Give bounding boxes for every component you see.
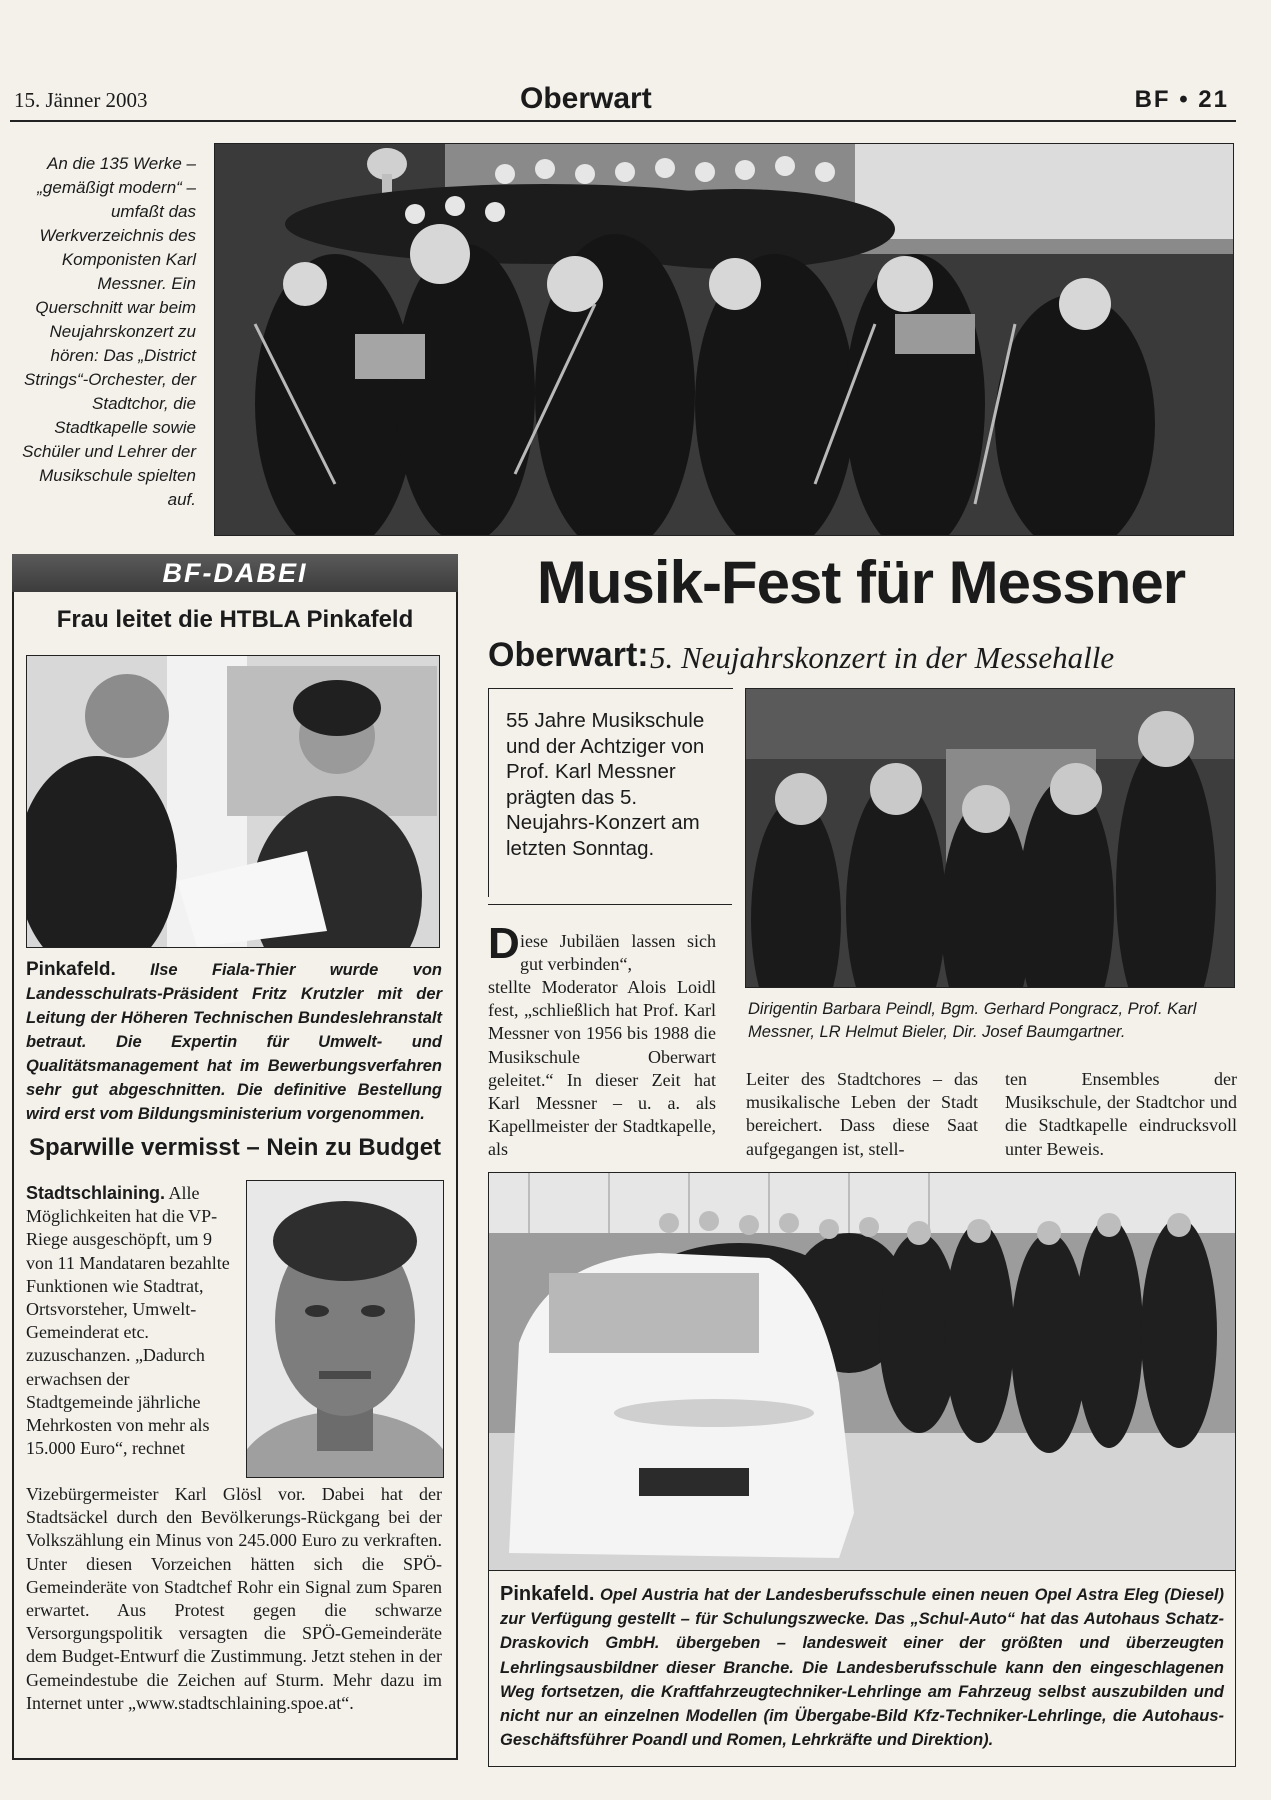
portrait-photo	[246, 1180, 444, 1478]
orchestra-caption: An die 135 Werke – „gemäßigt modern“ – umfaßt das Werkverzeichnis des Komponisten Karl Messner. Ein Querschnitt war beim Neujahrskonzert zu hören: Das „District Strings“-Orchester, der Stadtchor, die Stadtkapelle sowie Schüler und Lehrer der Musikschule spielten auf.	[22, 154, 196, 509]
article-body-col1-start: iese Jubiläen lassen sich gut verbinden“,	[520, 931, 716, 975]
car-caption	[500, 1582, 1224, 1752]
budget-lead: Stadtschlaining.	[26, 1183, 166, 1203]
car-caption-lead: Pinkafeld.	[500, 1583, 595, 1605]
subheadline-text: 5. Neujahrskonzert in der Messehalle	[650, 640, 1115, 675]
issue-date: 15. Jänner 2003	[14, 88, 148, 112]
htbla-text: Ilse Fiala-Thier wurde von Landesschulrats-Präsident Fritz Krutzler mit der Leitung der Höheren Technischen Bundeslehranstalt betraut. Die Expertin für Umwelt- und Qualitätsmanagement hat im Bewerbungsverfahren sehr gut abgeschnitten. Die definitive Bestellung wird erst vom Bildungsministerium vorgenommen.	[26, 961, 442, 1123]
budget-article-part1	[26, 1182, 234, 1460]
orchestra-photo	[214, 143, 1234, 536]
car-caption-text: Opel Austria hat der Landesberufsschule einen neuen Opel Astra Eleg (Diesel) zur Verfügung gestellt – für Schulungszwecke. Das „Schul-Auto“ hat das Autohaus Schatz-Draskovich GmbH. übergeben – landesweit einer der größten und überzeugten Lehrlingsausbildner dieser Branche. Die Landesberufsschule kann den eingeschlagenen Weg fortsetzen, die Kraftfahrzeugtechniker-Lehrlinge am Fahrzeug selbst auszubilden und nicht nur an einzelnen Modellen (im Übergabe-Bild Kfz-Techniker-Lehrlinge, die Autohaus-Geschäftsführer Poandl und Romen, Lehrkräfte und Direktion).	[500, 1586, 1224, 1750]
group-photo-caption: Dirigentin Barbara Peindl, Bgm. Gerhard Pongracz, Prof. Karl Messner, LR Helmut Bieler, Dir. Josef Baumgartner.	[748, 1000, 1197, 1041]
budget-text-a: Alle Möglichkeiten hat die VP-Riege ausgeschöpft, um 9 von 11 Mandataren bezahlte Funktionen wie Stadtrat, Ortsvorsteher, Umwelt-Gemeinderat etc. zuzuschanzen. „Dadurch erwachsen der Stadtgemeinde jährliche Mehrkosten von mehr als 15.000 Euro“, rechnet	[26, 1183, 230, 1459]
car-handover-photo	[488, 1172, 1236, 1571]
budget-article-part2: Vizebürgermeister Karl Glösl vor. Dabei hat der Stadtsäckel durch den Bevölkerungs-Rückgang bei der Volkszählung ein Minus von 245.000 Euro zu verkraften. Unter diesen Vorzeichen hätten sich die SPÖ-Gemeinderäte von Stadtchef Rohr ein Signal zum Sparen erwartet. Aus Protest gegen die schwarze Versorgungspolitik versagten die SPÖ-Gemeinderäte dem Budget-Entwurf die Zustimmung. Jetzt stehen in der Gemeindestube die Zeichen auf Sturm. Mehr dazu im Internet unter „www.stadtschlaining.spoe.at“.	[26, 1484, 442, 1713]
budget-headline: Sparwille vermisst – Nein zu Budget	[28, 1134, 442, 1161]
bf-dabei-banner: BF-DABEI	[12, 554, 458, 592]
htbla-lead: Pinkafeld.	[26, 959, 116, 980]
article-body-col2: Leiter des Stadtchores – das musikalische Leben der Stadt bereichert. Dass diese Saat aufgegangen ist, stell-	[746, 1069, 978, 1159]
article-body-col3: ten Ensembles der Musikschule, der Stadtchor und die Stadtkapelle eindrucksvoll unter Beweis.	[1005, 1069, 1237, 1159]
header-rule	[10, 120, 1236, 122]
drop-cap: D	[488, 919, 520, 968]
htbla-article	[26, 958, 442, 1126]
teaser-text: 55 Jahre Musikschule und der Achtziger von Prof. Karl Messner prägten das 5. Neujahrs-Konzert am letzten Sonntag.	[506, 709, 705, 860]
page-number: BF • 21	[1134, 86, 1229, 113]
subheadline-place: Oberwart:	[488, 636, 649, 674]
htbla-photo	[26, 655, 440, 948]
main-headline: Musik-Fest für Messner	[536, 549, 1186, 616]
section-title: Oberwart	[520, 82, 652, 115]
group-photo	[745, 688, 1235, 988]
teaser-divider	[488, 904, 732, 905]
htbla-headline: Frau leitet die HTBLA Pinkafeld	[56, 606, 414, 633]
article-body-col1: stellte Moderator Alois Loidl fest, „schließlich hat Prof. Karl Messner von 1956 bis 1988 die Musikschule Oberwart geleitet.“ In dieser Zeit hat Karl Messner – u. a. als Kapellmeister der Stadtkapelle, als	[488, 977, 716, 1160]
